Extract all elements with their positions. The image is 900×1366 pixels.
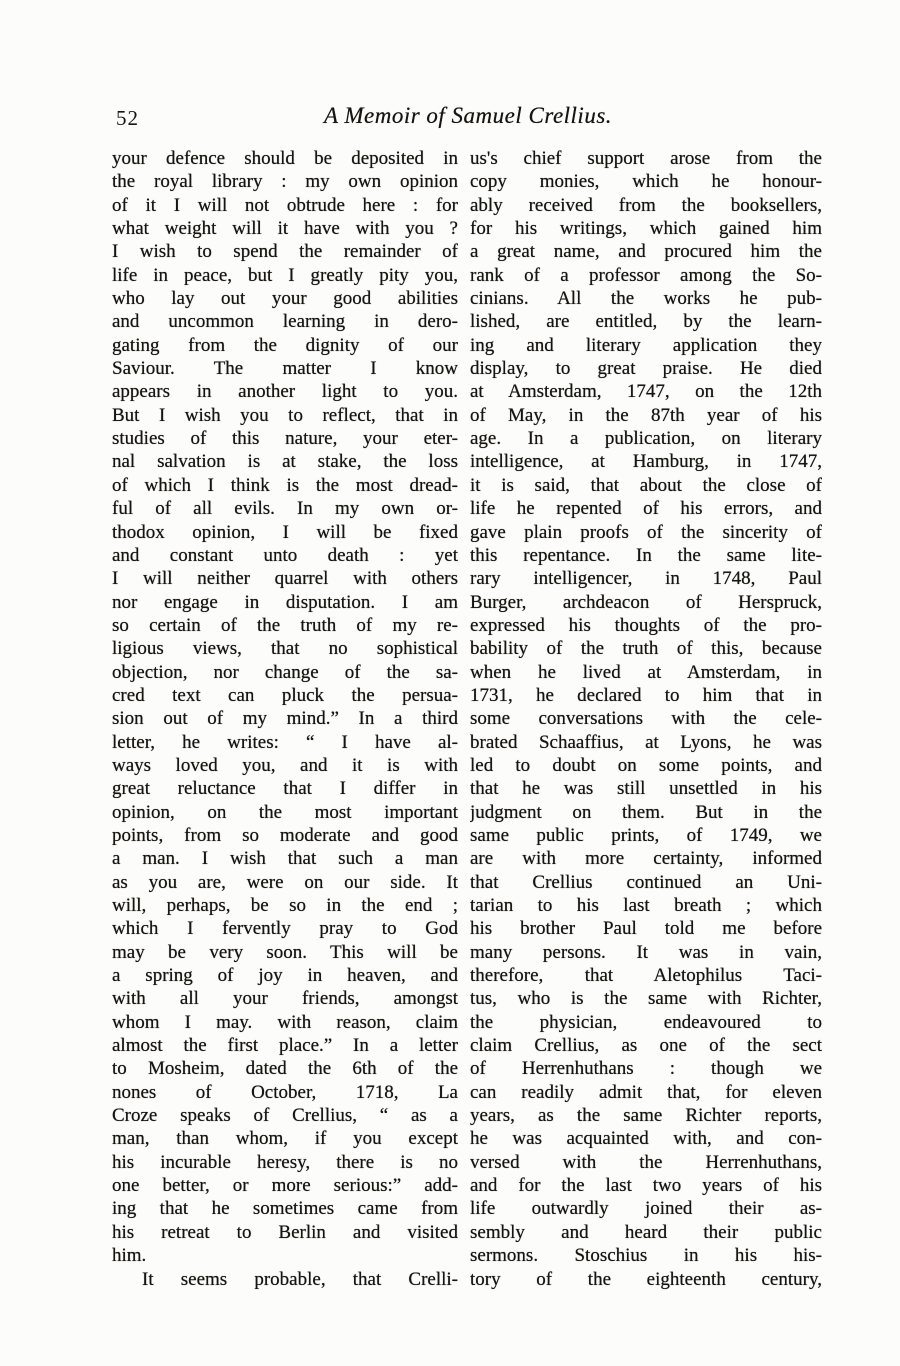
- text-line: with all your friends, amongst: [112, 988, 458, 1010]
- text-line: when he lived at Amsterdam, in: [470, 661, 822, 683]
- text-line: one better, or more serious:” add-: [112, 1175, 458, 1197]
- text-line: display, to great praise. He died: [470, 358, 822, 380]
- text-line: rary intelligencer, in 1748, Paul: [470, 568, 822, 590]
- text-line: his brother Paul told me before: [470, 918, 822, 940]
- text-line: gave plain proofs of the sincerity of: [470, 521, 822, 543]
- text-line: lished, are entitled, by the learn-: [470, 311, 822, 333]
- text-line: appears in another light to you.: [112, 381, 458, 403]
- text-line: years, as the same Richter reports,: [470, 1105, 822, 1127]
- text-line: him.: [112, 1245, 147, 1267]
- text-line: life he repented of his errors, and: [470, 498, 822, 520]
- text-line: tus, who is the same with Richter,: [470, 988, 822, 1010]
- text-line: this repentance. In the same lite-: [470, 544, 822, 566]
- text-line: for his writings, which gained him: [470, 218, 822, 240]
- text-line: brated Schaaffius, at Lyons, he was: [470, 731, 822, 753]
- text-line: studies of this nature, your eter-: [112, 428, 458, 450]
- text-line: of it I will not obtrude here : for: [112, 194, 458, 216]
- text-line: objection, nor change of the sa-: [112, 661, 458, 683]
- text-line: sembly and heard their public: [470, 1221, 822, 1243]
- text-line: and constant unto death : yet: [112, 544, 458, 566]
- text-line: whom I may. with reason, claim: [112, 1011, 458, 1033]
- text-line: which I fervently pray to God: [112, 918, 458, 940]
- right-column: [470, 147, 822, 1291]
- text-line: copy monies, which he honour-: [470, 171, 822, 193]
- text-line: led to doubt on some points, and: [470, 754, 822, 776]
- text-line: the physician, endeavoured to: [470, 1011, 822, 1033]
- text-line: I wish to spend the remainder of: [112, 241, 458, 263]
- text-line: letter, he writes: “ I have al-: [112, 731, 458, 753]
- text-line: some conversations with the cele-: [470, 708, 822, 730]
- text-line: of Herrenhuthans : though we: [470, 1058, 822, 1080]
- text-line: judgment on them. But in the: [470, 801, 822, 823]
- text-line: his retreat to Berlin and visited: [112, 1221, 458, 1243]
- text-line: ing and literary application they: [470, 334, 822, 356]
- text-line: gating from the dignity of our: [112, 334, 458, 356]
- text-line: a spring of joy in heaven, and: [112, 965, 458, 987]
- text-line: nones of October, 1718, La: [112, 1081, 458, 1103]
- text-line: are with more certainty, informed: [470, 848, 822, 870]
- left-column: [112, 147, 458, 1291]
- text-columns: [112, 147, 822, 1291]
- page-number: 52: [116, 106, 139, 130]
- text-line: that he was still unsettled in his: [470, 778, 822, 800]
- text-line: at Amsterdam, 1747, on the 12th: [470, 381, 822, 403]
- text-line: your defence should be deposited in: [112, 148, 458, 169]
- text-line: ably received from the booksellers,: [470, 194, 822, 216]
- text-line: expressed his thoughts of the pro-: [470, 614, 822, 636]
- page-title: A Memoir of Samuel Crellius.: [323, 103, 613, 128]
- text-line: the royal library : my own opinion: [112, 171, 458, 193]
- text-line: that Crellius continued an Uni-: [470, 871, 822, 893]
- text-line: Burger, archdeacon of Herspruck,: [470, 591, 822, 613]
- text-line: intelligence, at Hamburg, in 1747,: [470, 451, 822, 473]
- text-line: versed with the Herrenhuthans,: [470, 1151, 822, 1173]
- text-line: nor engage in disputation. I am: [112, 591, 458, 613]
- text-line: to Mosheim, dated the 6th of the: [112, 1058, 458, 1080]
- text-line: bability of the truth of this, because: [470, 638, 822, 660]
- text-line: cred text can pluck the persua-: [112, 684, 458, 706]
- text-line: sermons. Stoschius in his his-: [470, 1245, 822, 1267]
- text-line: It seems probable, that Crelli-: [142, 1268, 458, 1290]
- text-line: ing that he sometimes came from: [112, 1198, 458, 1220]
- text-line: tarian to his last breath ; which: [470, 895, 822, 916]
- text-line: us's chief support arose from the: [470, 148, 822, 169]
- text-line: can readily admit that, for eleven: [470, 1081, 822, 1103]
- text-line: man, than whom, if you except: [112, 1128, 458, 1150]
- text-line: will, perhaps, be so in the end ;: [112, 895, 458, 916]
- text-line: ligious views, that no sophistical: [112, 638, 458, 660]
- text-line: great reluctance that I differ in: [112, 778, 458, 800]
- text-line: 1731, he declared to him that in: [470, 684, 822, 706]
- text-line: Saviour. The matter I know: [112, 358, 458, 380]
- text-line: tory of the eighteenth century,: [470, 1268, 822, 1290]
- text-line: cinians. All the works he pub-: [470, 288, 822, 310]
- text-line: may be very soon. This will be: [112, 941, 458, 963]
- text-line: age. In a publication, on literary: [470, 428, 822, 450]
- text-line: same public prints, of 1749, we: [470, 824, 822, 846]
- text-line: I will neither quarrel with others: [112, 568, 458, 590]
- text-line: he was acquainted with, and con-: [470, 1128, 822, 1150]
- text-line: points, from so moderate and good: [112, 824, 458, 846]
- text-line: his incurable heresy, there is no: [112, 1151, 458, 1173]
- text-line: almost the first place.” In a letter: [112, 1035, 458, 1057]
- text-line: many persons. It was in vain,: [470, 941, 822, 963]
- text-line: life outwardly joined their as-: [470, 1198, 822, 1220]
- text-line: nal salvation is at stake, the loss: [112, 451, 458, 473]
- text-line: of which I think is the most dread-: [112, 474, 458, 496]
- text-line: ways loved you, and it is with: [112, 754, 458, 776]
- text-line: a great name, and procured him the: [470, 241, 822, 263]
- page-header: [112, 103, 824, 135]
- text-line: who lay out your good abilities: [112, 288, 458, 310]
- text-line: life in peace, but I greatly pity you,: [112, 264, 458, 286]
- text-line: and for the last two years of his: [470, 1175, 822, 1197]
- text-line: it is said, that about the close of: [470, 474, 822, 496]
- text-line: therefore, that Aletophilus Taci-: [470, 965, 822, 987]
- text-line: Croze speaks of Crellius, “ as a: [112, 1105, 458, 1127]
- text-line: thodox opinion, I will be fixed: [112, 521, 458, 543]
- text-line: opinion, on the most important: [112, 801, 458, 823]
- text-line: But I wish you to reflect, that in: [112, 404, 458, 426]
- text-line: and uncommon learning in dero-: [112, 311, 458, 333]
- text-line: rank of a professor among the So-: [470, 264, 822, 286]
- text-line: claim Crellius, as one of the sect: [470, 1035, 822, 1057]
- text-line: what weight will it have with you ?: [112, 218, 458, 240]
- text-line: ful of all evils. In my own or-: [112, 498, 458, 520]
- text-line: sion out of my mind.” In a third: [112, 708, 458, 730]
- text-line: of May, in the 87th year of his: [470, 404, 822, 426]
- text-line: a man. I wish that such a man: [112, 848, 458, 870]
- text-line: as you are, were on our side. It: [112, 871, 458, 893]
- text-line: so certain of the truth of my re-: [112, 614, 458, 636]
